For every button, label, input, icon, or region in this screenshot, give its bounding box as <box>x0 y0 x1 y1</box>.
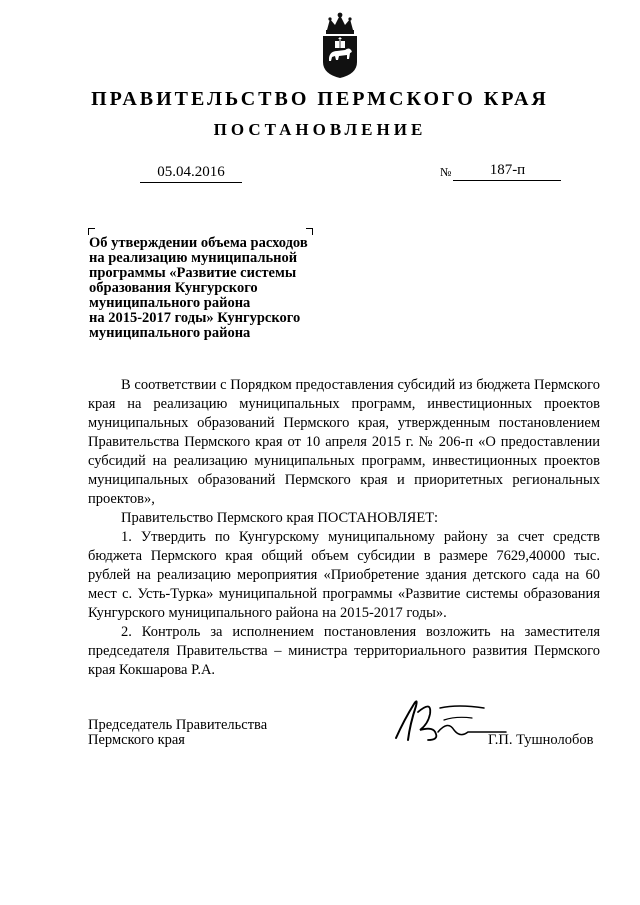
subject-line: программы «Развитие системы <box>89 265 297 281</box>
document-number-block <box>440 162 561 181</box>
document-body <box>88 376 600 680</box>
document-date: 05.04.2016 <box>140 164 242 183</box>
signer-position <box>88 718 267 748</box>
body-paragraph: В соответствии с Порядком предоставления субсидий из бюджета Пермского края на реализацию муниципальных программ, инвестиционных проектов муниципальных образований Пермского края, утвержденным постановлением Правительства Пермского края от 10 апреля 2015 г. № 206-п «О предоставлении субсидий на реализацию муниципальных программ, инвестиционных проектов муниципальных образований Пермского края и приоритетных региональных проектов», <box>88 377 600 507</box>
document-number: 187-п <box>453 162 561 181</box>
subject-bracket-right <box>306 228 313 235</box>
body-paragraph: 2. Контроль за исполнением постановления возложить на заместителя председателя Правительства – министра территориального развития Пермского края Кокшарова Р.А. <box>88 624 600 678</box>
document-type: ПОСТАНОВЛЕНИЕ <box>213 120 427 139</box>
subject-line: образования Кунгурского <box>89 280 258 296</box>
subject-line: на реализацию муниципальной <box>89 250 298 266</box>
government-title: ПРАВИТЕЛЬСТВО ПЕРМСКОГО КРАЯ <box>91 88 549 110</box>
number-sign: № <box>440 165 452 179</box>
perm-krai-coat-of-arms-icon <box>318 10 362 80</box>
subject-line: на 2015-2017 годы» Кунгурского <box>89 310 301 326</box>
subject-bracket-left <box>88 228 95 235</box>
signer-position-line: Председатель Правительства <box>88 717 268 733</box>
signer-name: Г.П. Тушнолобов <box>488 732 594 748</box>
signer-position-line: Пермского края <box>88 732 185 748</box>
subject-line: муниципального района <box>89 295 251 311</box>
subject-line: муниципального района <box>89 325 251 341</box>
body-paragraph: 1. Утвердить по Кунгурскому муниципальному району за счет средств бюджета Пермского края общий объем субсидии в размере 7629,40000 тыс. рублей на реализацию мероприятия «Приобретение здания детского сада на 60 мест с. Усть-Турка» муниципальной программы «Развитие системы образования Кунгурского муниципального района на 2015-2017 годы». <box>88 529 600 621</box>
document-subject <box>89 236 329 341</box>
subject-line: Об утверждении объема расходов <box>89 235 308 251</box>
body-paragraph: Правительство Пермского края ПОСТАНОВЛЯЕТ: <box>121 510 439 526</box>
